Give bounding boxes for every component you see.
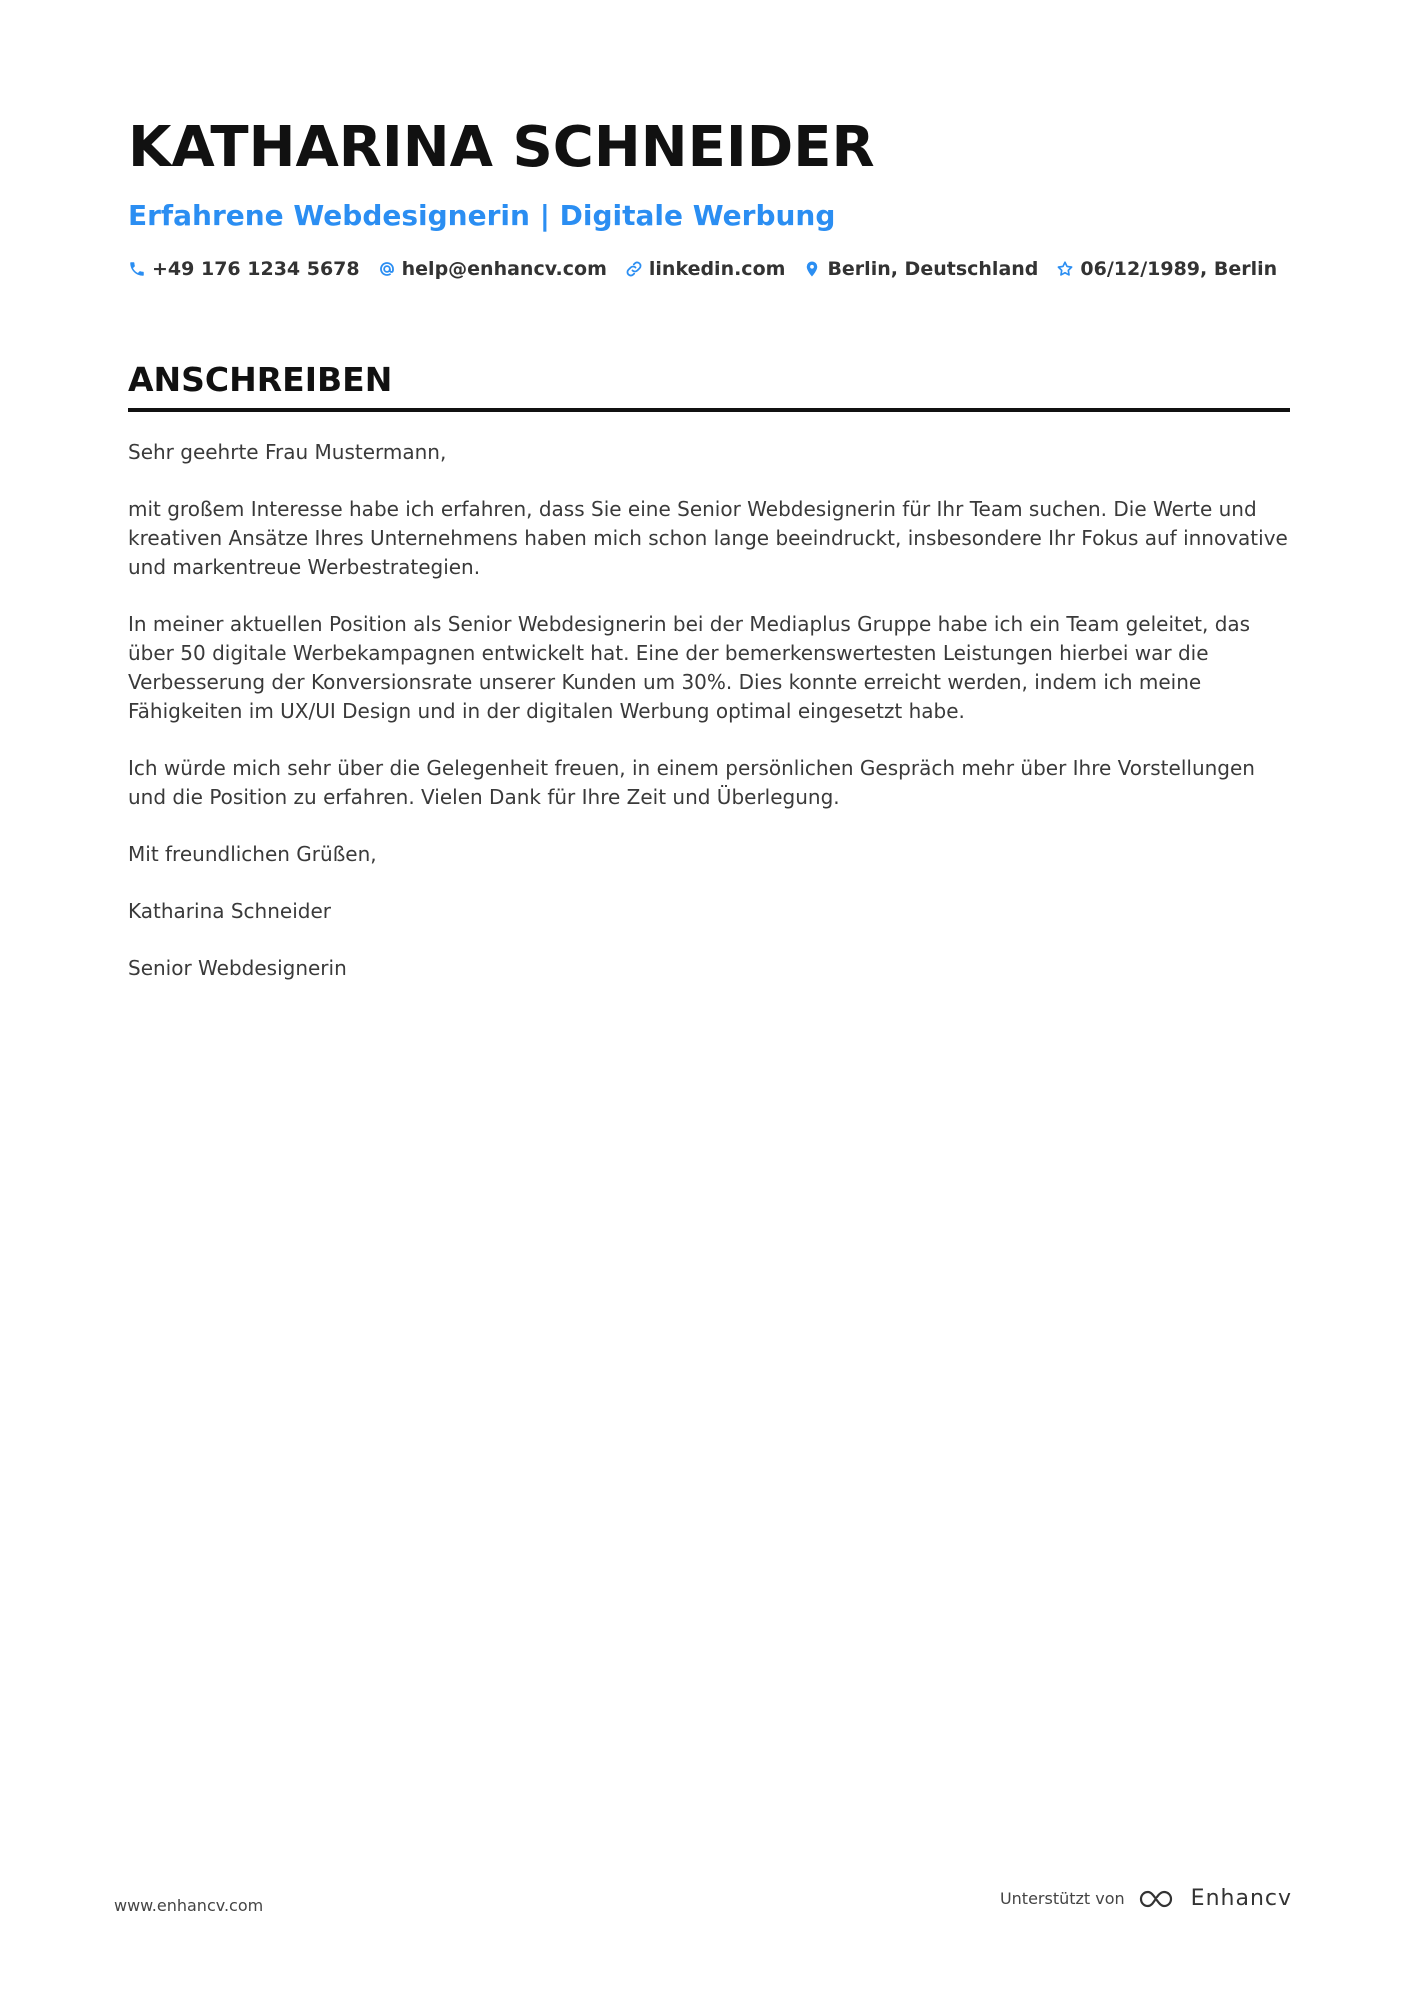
contact-link[interactable]: [625, 258, 786, 280]
brand-name: Enhancv: [1190, 1886, 1292, 1911]
footer-powered-by: [1000, 1886, 1292, 1911]
cover-letter-body: [128, 438, 1290, 983]
powered-by-label: Unterstützt von: [999, 1889, 1125, 1908]
letter-paragraph: In meiner aktuellen Position als Senior Webdesignerin bei der Mediaplus Gruppe habe ich ein Team geleitet, das über 50 digitale Werbekampagnen entwickelt hat. Eine der bemerkenswertesten Leistungen hierbei war die Verbesserung der Konversionsrate unserer Kunden um 30%. Dies konnte erreicht werden, indem ich meine Fähigkeiten im UX/UI Design und in der digitalen Werbung optimal eingesetzt habe.: [128, 612, 1251, 723]
enhancv-logo-icon: [1137, 1887, 1181, 1911]
resume-page: [128, 110, 1290, 1011]
contact-link-text: linkedin.com: [648, 258, 786, 280]
contact-location: [803, 258, 1038, 280]
contact-email[interactable]: [378, 258, 607, 280]
phone-icon: [128, 260, 146, 278]
contact-birth-text: 06/12/1989, Berlin: [1080, 258, 1278, 280]
at-icon: [378, 260, 396, 278]
contact-phone-text: +49 176 1234 5678: [152, 258, 360, 280]
contact-email-text: help@enhancv.com: [401, 258, 607, 280]
letter-paragraph: Ich würde mich sehr über die Gelegenheit freuen, in einem persönlichen Gespräch mehr über Ihre Vorstellungen und die Position zu erfahren. Vielen Dank für Ihre Zeit und Überlegung.: [128, 756, 1255, 809]
section-title: ANSCHREIBEN: [128, 360, 393, 399]
link-icon: [625, 260, 643, 278]
contact-bar: [128, 258, 1290, 280]
candidate-headline: Erfahrene Webdesignerin | Digitale Werbung: [128, 199, 836, 232]
section-divider: [128, 408, 1290, 412]
brand-logo[interactable]: [1137, 1886, 1292, 1911]
letter-salutation: Sehr geehrte Frau Mustermann,: [128, 440, 447, 464]
contact-location-text: Berlin, Deutschland: [827, 258, 1039, 280]
contact-phone[interactable]: [128, 258, 360, 280]
location-pin-icon: [803, 260, 821, 278]
letter-closing: Mit freundlichen Grüßen,: [128, 842, 377, 866]
footer-website[interactable]: www.enhancv.com: [114, 1896, 264, 1915]
star-icon: [1056, 260, 1074, 278]
signature-title: Senior Webdesignerin: [128, 956, 347, 980]
letter-paragraph: mit großem Interesse habe ich erfahren, dass Sie eine Senior Webdesignerin für Ihr Team suchen. Die Werte und kreativen Ansätze Ihres Unternehmens haben mich schon lange beeindruckt, insbesondere Ihr Fokus auf innovative und markentreue Werbestrategien.: [128, 497, 1288, 579]
signature-name: Katharina Schneider: [128, 899, 331, 923]
candidate-name: KATHARINA SCHNEIDER: [128, 115, 875, 180]
contact-birth: [1056, 258, 1277, 280]
